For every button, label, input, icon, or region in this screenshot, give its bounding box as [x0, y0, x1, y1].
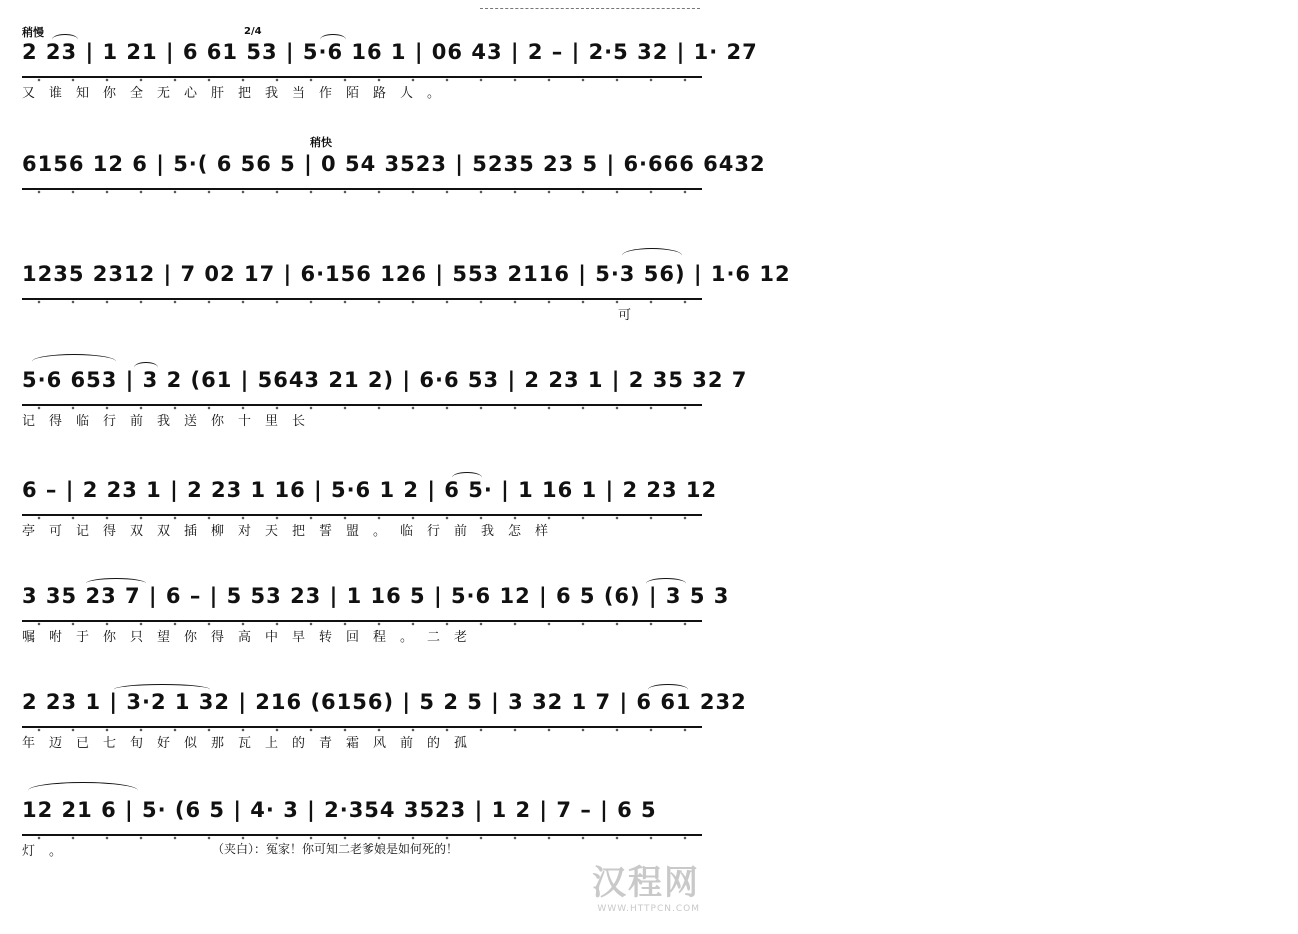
top-dashed-line: [480, 8, 700, 9]
notation-line-6: 3 35 23 7 | 6 – | 5 53 23 | 1 16 5 | 5·6 12 | 6 5 (6) | 3 5 3: [22, 584, 702, 622]
notation-line-5: 6 – | 2 23 1 | 2 23 1 16 | 5·6 1 2 | 6 5· | 1 16 1 | 2 23 12: [22, 478, 702, 516]
lyrics-line-8: 灯。: [22, 844, 77, 859]
lyrics-line-3: 可: [618, 308, 646, 323]
notation-line-7: 2 23 1 | 3·2 1 32 | 216 (6156) | 5 2 5 | 3 32 1 7 | 6 61 232: [22, 690, 702, 728]
site-watermark: [592, 855, 700, 914]
lyrics-line-5: 亭可记得双双插柳对天把誓盟。临行前我怎样: [22, 524, 563, 539]
notation-line-2: 6156 12 6 | 5·( 6 56 5 | 0 54 3523 | 5235 23 5 | 6·666 6432: [22, 152, 702, 190]
octave-dots: [22, 300, 702, 304]
slur: [32, 354, 116, 369]
octave-dots: [22, 190, 702, 194]
notation-line-3: 1235 2312 | 7 02 17 | 6·156 126 | 553 2116 | 5·3 56) | 1·6 12: [22, 262, 702, 300]
lyrics-line-1: 又谁知你全无心肝把我当作陌路人。: [22, 86, 455, 101]
time-signature: 2/4: [244, 26, 262, 37]
slur: [28, 782, 138, 799]
tempo-marking-fast: 稍快: [310, 136, 332, 149]
notation-line-1: 2 23 | 1 21 | 6 61 53 | 5·6 16 1 | 06 43 | 2 – | 2·5 32 | 1· 27: [22, 40, 702, 78]
notation-line-8: 12 21 6 | 5· (6 5 | 4· 3 | 2·354 3523 | 1 2 | 7 – | 6 5: [22, 798, 702, 836]
lyrics-line-4: 记得临行前我送你十里长: [22, 414, 320, 429]
watermark-logo: 汉程网: [592, 863, 700, 903]
watermark-url: WWW.HTTPCN.COM: [597, 904, 700, 914]
lyrics-line-7: 年迈已七旬好似那瓦上的青霜风前的孤: [22, 736, 482, 751]
slur: [622, 248, 682, 263]
lyrics-line-6: 嘱咐于你只望你得高中早转回程。二老: [22, 630, 482, 645]
notation-line-4: 5·6 653 | 3 2 (61 | 5643 21 2) | 6·6 53 | 2 23 1 | 2 35 32 7: [22, 368, 702, 406]
tempo-marking-slow: 稍慢: [22, 26, 44, 39]
spoken-aside: （夹白）：冤家！你可知二老爹娘是如何死的！: [212, 842, 459, 856]
